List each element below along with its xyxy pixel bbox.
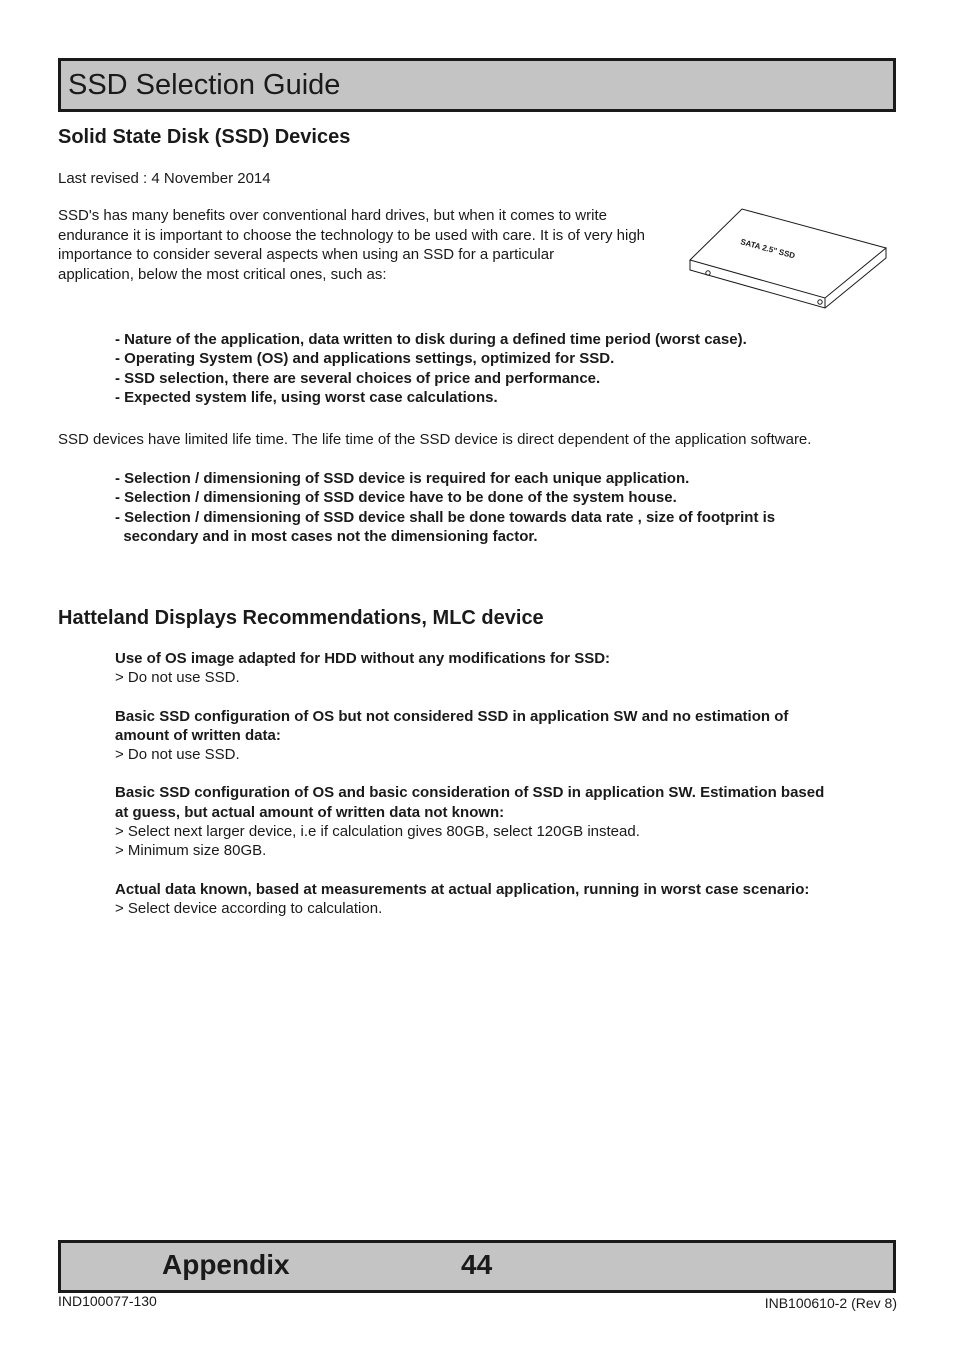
- list-item: - Expected system life, using worst case calculations.: [115, 388, 498, 406]
- recommendation-item: [115, 880, 895, 919]
- recommendation-condition: Basic SSD configuration of OS but not considered SSD in application SW and no estimation of: [115, 707, 789, 725]
- recommendation-item: [115, 783, 895, 860]
- recommendation-condition: Basic SSD configuration of OS and basic consideration of SSD in application SW. Estimation based: [115, 784, 825, 802]
- section-heading-recommendations: Hatteland Displays Recommendations, MLC device: [58, 607, 544, 629]
- footer-section-name: Appendix: [162, 1249, 290, 1280]
- list-item: - Nature of the application, data written to disk during a defined time period (worst case).: [115, 331, 747, 348]
- list-item: - Selection / dimensioning of SSD device have to be done of the system house.: [115, 489, 677, 507]
- recommendations-list: [115, 649, 895, 937]
- recommendation-advice: > Select next larger device, i.e if calculation gives 80GB, select 120GB instead.: [115, 823, 640, 841]
- drive-label: SATA 2.5" SSD: [739, 237, 797, 261]
- intro-line: importance to consider several aspects when using an SSD for a particular: [58, 246, 555, 263]
- list-item: - Operating System (OS) and applications settings, optimized for SSD.: [115, 350, 615, 368]
- lifetime-paragraph: SSD devices have limited life time. The life time of the SSD device is direct dependent of the application software.: [58, 431, 812, 448]
- recommendation-advice: > Do not use SSD.: [115, 669, 240, 687]
- recommendation-condition: amount of written data:: [115, 726, 281, 744]
- list-item: secondary and in most cases not the dimensioning factor.: [115, 527, 538, 545]
- recommendation-item: [115, 707, 895, 765]
- recommendation-condition: Use of OS image adapted for HDD without any modifications for SSD:: [115, 650, 611, 667]
- doc-code-right: INB100610-2 (Rev 8): [764, 1295, 897, 1311]
- intro-paragraph: [58, 206, 698, 284]
- recommendation-condition: Actual data known, based at measurements at actual application, running in worst case scenario:: [115, 880, 810, 898]
- recommendation-condition: at guess, but actual amount of written data not known:: [115, 803, 505, 821]
- last-revised-text: Last revised : 4 November 2014: [58, 170, 271, 187]
- list-item: - SSD selection, there are several choices of price and performance.: [115, 369, 601, 387]
- intro-line: endurance it is important to choose the technology to be used with care. It is of very high: [58, 226, 645, 244]
- recommendation-advice: > Minimum size 80GB.: [115, 842, 267, 860]
- page-number: 44: [461, 1249, 493, 1280]
- recommendation-advice: > Select device according to calculation.: [115, 899, 383, 917]
- doc-code-left: IND100077-130: [58, 1293, 157, 1309]
- recommendation-item: [115, 649, 895, 688]
- recommendation-advice: > Do not use SSD.: [115, 746, 240, 764]
- page-header-bar: [58, 58, 896, 112]
- page-footer-bar: [58, 1240, 896, 1293]
- intro-line: application, below the most critical ones, such as:: [58, 265, 387, 283]
- selection-list: [115, 469, 775, 546]
- ssd-drive-illustration: [684, 204, 894, 318]
- list-item: - Selection / dimensioning of SSD device shall be done towards data rate , size of footprint is: [115, 508, 776, 526]
- critical-aspects-list: [115, 330, 747, 407]
- section-heading-ssd-devices: Solid State Disk (SSD) Devices: [58, 126, 351, 148]
- intro-line: SSD's has many benefits over conventional hard drives, but when it comes to write: [58, 207, 607, 224]
- page-title: SSD Selection Guide: [68, 69, 341, 101]
- list-item: - Selection / dimensioning of SSD device is required for each unique application.: [115, 470, 690, 487]
